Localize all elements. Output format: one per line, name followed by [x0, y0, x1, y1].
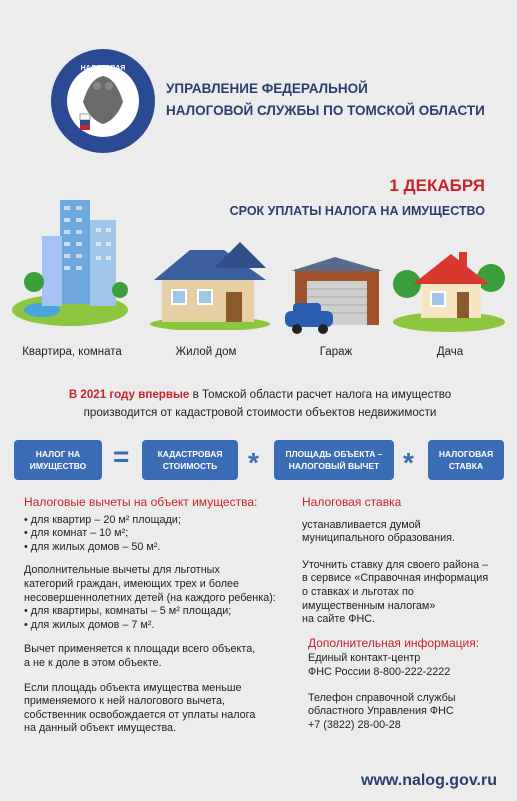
formula-area-line2: НАЛОГОВЫЙ ВЫЧЕТ: [288, 461, 380, 471]
organization-title: [166, 78, 485, 122]
reference-service: областного Управления ФНС: [308, 705, 454, 718]
extra-deductions-intro: несовершеннолетних детей (на каждого ребенка):: [24, 591, 276, 604]
rate-column: [302, 496, 508, 732]
garage-icon: [285, 255, 385, 335]
extra-deductions-intro: категорий граждан, имеющих трех и более: [24, 577, 240, 590]
extra-deductions-intro: Дополнительные вычеты для льготных: [24, 564, 220, 577]
check-rate-text: в сервисе «Справочная информация: [302, 572, 489, 585]
formula-tax-rate: [428, 440, 504, 480]
house-icon: [150, 238, 270, 330]
exempt-note: Если площадь объекта имущества меньше: [24, 681, 242, 694]
multiply-sign-1: *: [248, 447, 259, 478]
formula-area-minus-deduction: [274, 440, 394, 480]
check-rate-text: имущественным налогам»: [302, 599, 436, 612]
contact-center-phone: ФНС России 8-800-222-2222: [308, 665, 451, 678]
deadline-date: 1 ДЕКАБРЯ: [389, 176, 485, 195]
intro-highlight: В 2021 году впервые: [68, 388, 190, 401]
check-rate-text: о ставках и льготах по: [302, 585, 414, 598]
deduction-item: • для комнат – 10 м²;: [24, 527, 129, 540]
org-line-1: УПРАВЛЕНИЕ ФЕДЕРАЛЬНОЙ: [166, 81, 368, 96]
svg-text:НАЛОГОВАЯ: НАЛОГОВАЯ: [80, 65, 126, 72]
formula-tax-line1: НАЛОГ НА: [35, 449, 81, 459]
deduction-item: • для жилых домов – 50 м².: [24, 540, 161, 553]
exempt-note: собственник освобождается от уплаты налога: [24, 708, 256, 721]
website-link[interactable]: www.nalog.gov.ru: [361, 772, 497, 789]
contact-center: Единый контакт-центр: [308, 652, 421, 665]
info-heading: Дополнительная информация:: [308, 635, 480, 650]
formula-tax-line2: ИМУЩЕСТВО: [29, 461, 87, 471]
caption-garage: Гараж: [319, 346, 353, 358]
exempt-note: на данный объект имущества.: [24, 722, 177, 735]
rate-text: устанавливается думой: [302, 518, 421, 531]
formula-tax: [14, 440, 102, 480]
formula-rate-line1: НАЛОГОВАЯ: [438, 449, 494, 459]
deduction-item: • для квартир – 20 м² площади;: [24, 513, 181, 526]
caption-apartment: Квартира, комната: [22, 346, 122, 358]
check-rate-text: на сайте ФНС.: [302, 613, 376, 626]
deductions-column: [24, 496, 286, 736]
intro-text: [20, 386, 500, 422]
apply-note: Вычет применяется к площади всего объекта,: [24, 643, 256, 656]
formula-cadastral-line2: СТОИМОСТЬ: [162, 461, 218, 471]
org-line-2: НАЛОГОВОЙ СЛУЖБЫ ПО ТОМСКОЙ ОБЛАСТИ: [166, 103, 485, 118]
reference-service: Телефон справочной службы: [308, 691, 456, 704]
intro-line1-rest: в Томской области расчет налога на имущество: [189, 388, 452, 401]
rate-text: муниципального образования.: [302, 532, 455, 545]
multiply-sign-2: *: [403, 447, 414, 478]
apply-note: а не к доле в этом объекте.: [24, 656, 162, 669]
cottage-icon: [393, 238, 505, 332]
equals-sign: =: [113, 441, 130, 472]
formula-cadastral-value: [142, 440, 238, 480]
check-rate-text: Уточнить ставку для своего района –: [302, 558, 489, 571]
formula-area-line1: ПЛОЩАДЬ ОБЪЕКТА –: [285, 449, 383, 459]
exempt-note: применяемого к ней налогового вычета,: [24, 695, 225, 708]
caption-cottage: Дача: [436, 346, 464, 358]
formula-cadastral-line1: КАДАСТРОВАЯ: [157, 449, 223, 459]
extra-deduction-item: • для жилых домов – 7 м².: [24, 618, 155, 631]
deductions-heading: Налоговые вычеты на объект имущества:: [24, 495, 258, 509]
apartment-buildings-icon: [12, 190, 130, 328]
fns-emblem-icon: [50, 48, 156, 154]
formula-rate-line2: СТАВКА: [448, 461, 484, 471]
caption-house: Жилой дом: [175, 346, 237, 358]
deadline-text: СРОК УПЛАТЫ НАЛОГА НА ИМУЩЕСТВО: [229, 204, 485, 218]
extra-deduction-item: • для квартиры, комнаты – 5 м² площади;: [24, 605, 232, 618]
reference-phone: +7 (3822) 28-00-28: [308, 718, 401, 731]
intro-line2: производится от кадастровой стоимости объектов недвижимости: [83, 406, 437, 419]
rate-heading: Налоговая ставка: [302, 495, 402, 509]
